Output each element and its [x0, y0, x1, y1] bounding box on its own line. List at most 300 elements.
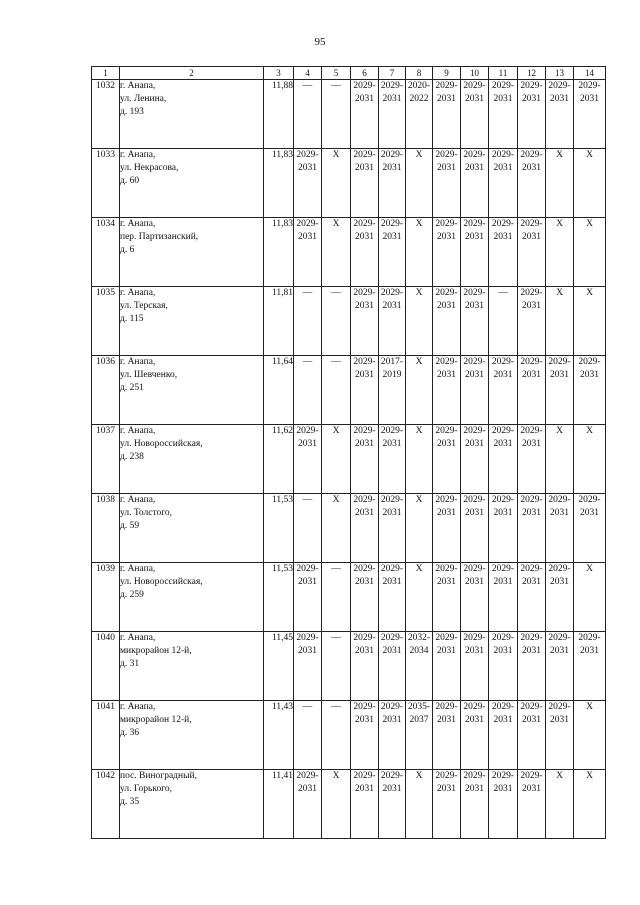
period-cell [546, 701, 574, 770]
period-text: 2029- [380, 633, 404, 643]
address-line: пер. Партизанский, [120, 232, 199, 242]
address-cell [120, 218, 264, 287]
period-text: Х [586, 702, 593, 712]
table-row [92, 494, 606, 563]
period-text: 2029- [491, 426, 515, 436]
period-text: 2031 [522, 577, 541, 587]
period-text: 2029- [353, 702, 376, 712]
period-cell [433, 218, 461, 287]
period-text: Х [586, 219, 593, 229]
period-cell [518, 770, 546, 839]
period-cell [433, 563, 461, 632]
address-line: ул. Некрасова, [120, 163, 179, 173]
address-line: г. Анапа, [120, 219, 156, 229]
period-text: 2029- [435, 81, 458, 91]
period-text: 2029- [380, 288, 404, 298]
period-cell [379, 149, 406, 218]
period-text: 2029- [353, 81, 376, 91]
header-cell: 7 [379, 67, 406, 80]
period-text: 2029- [578, 81, 601, 91]
table-row [92, 425, 606, 494]
period-text: 2029- [435, 357, 458, 367]
period-cell [294, 80, 322, 149]
period-text: 2029- [353, 495, 376, 505]
period-cell [294, 563, 322, 632]
period-text: 2029- [353, 357, 376, 367]
row-number-cell: 1037 [92, 425, 120, 494]
period-cell [518, 563, 546, 632]
period-cell [546, 149, 574, 218]
period-text: 2029- [296, 771, 319, 781]
period-text: 2031 [550, 370, 569, 380]
period-cell [379, 218, 406, 287]
period-text: 2029- [463, 219, 486, 229]
period-text: 2031 [382, 163, 402, 173]
period-text: 2029- [380, 81, 404, 91]
period-cell [433, 701, 461, 770]
header-cell: 4 [294, 67, 322, 80]
period-cell [461, 563, 489, 632]
period-text: 2031 [355, 232, 374, 242]
period-cell [433, 425, 461, 494]
address-line: ул. Новороссийская, [120, 577, 203, 587]
period-cell [574, 218, 606, 287]
row-number-cell: 1041 [92, 701, 120, 770]
address-cell [120, 80, 264, 149]
period-cell [294, 218, 322, 287]
period-cell [322, 80, 351, 149]
period-text: 2031 [522, 232, 541, 242]
row-number-cell: 1035 [92, 287, 120, 356]
period-cell [322, 356, 351, 425]
address-line: ул. Шевченко, [120, 370, 178, 380]
table-row [92, 770, 606, 839]
period-cell [406, 563, 433, 632]
period-text: 2029- [463, 288, 486, 298]
period-text: 2031 [550, 508, 569, 518]
period-text: 2029- [578, 357, 601, 367]
period-text: 2029- [520, 150, 543, 160]
period-text: 2034 [409, 646, 429, 656]
period-text: 2029- [380, 150, 404, 160]
period-cell [322, 149, 351, 218]
period-text: Х [586, 564, 593, 574]
period-cell [351, 218, 379, 287]
period-text: 2031 [493, 439, 513, 449]
address-line: ул. Горького, [120, 784, 172, 794]
period-text: 2029- [353, 633, 376, 643]
period-text: 2029- [353, 150, 376, 160]
period-text: 2031 [355, 163, 374, 173]
table-row [92, 80, 606, 149]
address-line: г. Анапа, [120, 495, 156, 505]
period-cell [461, 149, 489, 218]
row-number-cell: 1038 [92, 494, 120, 563]
table-row [92, 149, 606, 218]
period-text: 2029- [435, 219, 458, 229]
row-number-cell: 1040 [92, 632, 120, 701]
period-cell [546, 80, 574, 149]
period-text: 2031 [355, 94, 374, 104]
period-text: 2020- [407, 81, 431, 91]
period-text: 2029- [296, 633, 319, 643]
address-line: д. 193 [120, 107, 144, 117]
period-text: Х [556, 771, 563, 781]
period-text: Х [586, 426, 593, 436]
row-number-cell: 1036 [92, 356, 120, 425]
period-cell [322, 287, 351, 356]
period-text: Х [415, 150, 423, 160]
period-cell [518, 632, 546, 701]
period-cell [546, 356, 574, 425]
period-cell [546, 425, 574, 494]
period-text: — [331, 564, 341, 574]
period-text: 2031 [522, 94, 541, 104]
value-cell: 11,43 [264, 701, 294, 770]
address-line: ул. Терская, [120, 301, 168, 311]
address-line: д. 238 [120, 452, 144, 462]
address-cell [120, 149, 264, 218]
period-cell [518, 80, 546, 149]
address-line: г. Анапа, [120, 633, 156, 643]
period-text: 2031 [465, 715, 484, 725]
period-text: 2029- [435, 288, 458, 298]
period-cell [294, 494, 322, 563]
period-text: 2029- [380, 495, 404, 505]
period-text: Х [586, 150, 593, 160]
period-text: 2029- [548, 702, 571, 712]
period-text: 2031 [298, 577, 317, 587]
period-text: 2029- [520, 771, 543, 781]
period-cell [574, 287, 606, 356]
period-cell [574, 632, 606, 701]
period-text: 2031 [465, 784, 484, 794]
address-cell [120, 701, 264, 770]
period-cell [433, 149, 461, 218]
period-cell [406, 287, 433, 356]
period-text: 2031 [437, 232, 456, 242]
address-line: д. 115 [120, 314, 144, 324]
header-cell: 13 [546, 67, 574, 80]
period-text: 2031 [437, 508, 456, 518]
period-text: 2031 [382, 577, 402, 587]
period-cell [461, 494, 489, 563]
period-text: — [302, 357, 313, 367]
period-text: — [302, 288, 313, 298]
period-text: 2029- [463, 150, 486, 160]
period-cell [406, 770, 433, 839]
value-cell: 11,53 [264, 563, 294, 632]
address-line: г. Анапа, [120, 150, 156, 160]
period-text: Х [556, 288, 563, 298]
period-text: Х [415, 564, 423, 574]
period-text: Х [415, 426, 423, 436]
period-text: 2031 [465, 301, 484, 311]
header-cell: 12 [518, 67, 546, 80]
period-cell [406, 356, 433, 425]
period-cell [322, 701, 351, 770]
period-text: 2029- [380, 219, 404, 229]
period-text: 2031 [493, 370, 513, 380]
header-cell: 6 [351, 67, 379, 80]
address-line: д. 251 [120, 383, 144, 393]
period-cell [489, 356, 518, 425]
period-cell [322, 770, 351, 839]
header-cell: 3 [264, 67, 294, 80]
period-text: 2029- [463, 564, 486, 574]
period-cell [379, 632, 406, 701]
period-cell [461, 356, 489, 425]
period-cell [574, 149, 606, 218]
period-cell [546, 494, 574, 563]
period-text: 2029- [520, 633, 543, 643]
period-cell [489, 494, 518, 563]
period-cell [518, 425, 546, 494]
address-line: д. 31 [120, 659, 140, 669]
address-cell [120, 494, 264, 563]
period-text: 2029- [463, 495, 486, 505]
period-text: 2029- [491, 150, 515, 160]
period-cell [518, 701, 546, 770]
period-cell [546, 218, 574, 287]
period-cell [574, 563, 606, 632]
period-cell [546, 770, 574, 839]
address-line: г. Анапа, [120, 81, 156, 91]
value-cell: 11,88 [264, 80, 294, 149]
period-text: — [302, 702, 313, 712]
address-cell [120, 356, 264, 425]
period-cell [406, 494, 433, 563]
period-text: — [331, 702, 341, 712]
period-text: — [331, 357, 341, 367]
address-line: г. Анапа, [120, 564, 156, 574]
period-text: 2029- [520, 81, 543, 91]
period-text: 2029- [353, 288, 376, 298]
header-cell: 2 [120, 67, 264, 80]
period-cell [518, 287, 546, 356]
header-cell: 8 [406, 67, 433, 80]
period-text: 2031 [298, 439, 317, 449]
period-text: Х [586, 771, 593, 781]
period-cell [489, 287, 518, 356]
period-text: 2029- [491, 564, 515, 574]
address-line: д. 60 [120, 176, 140, 186]
row-number-cell: 1032 [92, 80, 120, 149]
period-text: 2029- [520, 564, 543, 574]
period-cell [294, 632, 322, 701]
period-text: 2031 [493, 784, 513, 794]
header-cell: 5 [322, 67, 351, 80]
address-line: д. 59 [120, 521, 140, 531]
period-cell [574, 494, 606, 563]
period-cell [518, 218, 546, 287]
header-cell: 1 [92, 67, 120, 80]
period-cell [379, 494, 406, 563]
period-text: 2031 [580, 370, 599, 380]
period-text: 2031 [355, 646, 374, 656]
period-text: 2031 [382, 715, 402, 725]
period-text: 2029- [491, 81, 515, 91]
period-text: 2029- [463, 633, 486, 643]
value-cell: 11,83 [264, 149, 294, 218]
period-text: 2031 [522, 784, 541, 794]
period-cell [351, 149, 379, 218]
period-text: 2031 [382, 508, 402, 518]
period-text: 2031 [465, 508, 484, 518]
period-cell [351, 563, 379, 632]
page-number: 95 [314, 36, 326, 48]
period-text: 2031 [493, 232, 513, 242]
period-text: 2031 [382, 94, 402, 104]
period-cell [379, 425, 406, 494]
value-cell: 11,45 [264, 632, 294, 701]
period-text: 2029- [548, 81, 571, 91]
period-cell [518, 494, 546, 563]
period-text: 2031 [382, 439, 402, 449]
address-cell [120, 425, 264, 494]
period-text: Х [332, 426, 340, 436]
period-text: 2031 [437, 715, 456, 725]
address-line: д. 6 [120, 245, 135, 255]
address-line: г. Анапа, [120, 426, 156, 436]
period-text: 2037 [409, 715, 429, 725]
period-cell [546, 563, 574, 632]
period-text: 2031 [522, 439, 541, 449]
period-text: 2029- [491, 495, 515, 505]
period-text: 2029- [491, 702, 515, 712]
period-text: — [331, 81, 341, 91]
period-cell [406, 218, 433, 287]
period-cell [489, 80, 518, 149]
period-text: 2031 [355, 370, 374, 380]
period-text: 2031 [550, 715, 569, 725]
period-text: 2031 [382, 784, 402, 794]
period-text: 2031 [493, 508, 513, 518]
period-cell [406, 701, 433, 770]
period-cell [294, 149, 322, 218]
period-cell [322, 563, 351, 632]
period-cell [406, 80, 433, 149]
period-text: 2031 [355, 439, 374, 449]
period-text: 2029- [463, 702, 486, 712]
period-text: 2029- [463, 81, 486, 91]
period-text: 2029- [463, 771, 486, 781]
period-text: 2029- [380, 426, 404, 436]
period-text: 2031 [465, 646, 484, 656]
value-cell: 11,81 [264, 287, 294, 356]
period-text: 2029- [548, 633, 571, 643]
period-cell [351, 425, 379, 494]
period-text: 2022 [409, 94, 429, 104]
period-cell [489, 563, 518, 632]
period-cell [379, 80, 406, 149]
period-cell [489, 218, 518, 287]
period-cell [574, 356, 606, 425]
address-line: д. 36 [120, 728, 140, 738]
period-cell [433, 770, 461, 839]
period-cell [351, 287, 379, 356]
period-text: 2029- [435, 495, 458, 505]
period-text: — [498, 288, 508, 298]
address-line: г. Анапа, [120, 702, 156, 712]
period-text: 2031 [355, 784, 374, 794]
period-text: 2031 [465, 439, 484, 449]
period-cell [461, 632, 489, 701]
period-cell [461, 770, 489, 839]
period-text: 2031 [522, 715, 541, 725]
period-text: Х [332, 150, 340, 160]
period-cell [574, 425, 606, 494]
address-line: пос. Виноградный, [120, 771, 197, 781]
period-cell [461, 701, 489, 770]
period-cell [518, 356, 546, 425]
period-cell [351, 632, 379, 701]
period-text: 2035- [407, 702, 431, 712]
period-text: 2031 [522, 508, 541, 518]
period-text: Х [415, 495, 423, 505]
period-text: 2031 [298, 646, 317, 656]
period-text: 2031 [298, 163, 317, 173]
period-text: 2031 [522, 163, 541, 173]
table-header-row [92, 67, 606, 80]
address-line: микрорайон 12-й, [120, 646, 192, 656]
period-text: 2031 [580, 508, 599, 518]
value-cell: 11,62 [264, 425, 294, 494]
housing-table [91, 66, 606, 839]
period-cell [294, 701, 322, 770]
period-cell [294, 287, 322, 356]
period-cell [433, 494, 461, 563]
period-text: 2031 [493, 163, 513, 173]
period-text: 2029- [491, 633, 515, 643]
period-text: 2029- [548, 357, 571, 367]
period-cell [461, 425, 489, 494]
period-text: 2031 [550, 94, 569, 104]
header-cell: 9 [433, 67, 461, 80]
period-text: 2031 [550, 646, 569, 656]
period-text: 2031 [465, 232, 484, 242]
period-text: 2029- [491, 771, 515, 781]
table-row [92, 701, 606, 770]
period-cell [322, 632, 351, 701]
period-text: 2029- [380, 564, 404, 574]
period-text: 2031 [465, 94, 484, 104]
address-line: г. Анапа, [120, 288, 156, 298]
period-text: Х [415, 771, 423, 781]
period-text: 2031 [493, 94, 513, 104]
value-cell: 11,64 [264, 356, 294, 425]
period-cell [294, 356, 322, 425]
period-text: 2031 [522, 301, 541, 311]
period-text: 2031 [437, 439, 456, 449]
period-text: Х [332, 771, 340, 781]
period-text: Х [556, 150, 563, 160]
period-text: 2029- [491, 219, 515, 229]
period-text: 2031 [550, 577, 569, 587]
period-cell [461, 218, 489, 287]
period-text: 2029- [296, 426, 319, 436]
period-cell [574, 80, 606, 149]
period-text: Х [556, 219, 563, 229]
period-text: 2029- [435, 771, 458, 781]
period-text: 2031 [437, 577, 456, 587]
address-cell [120, 770, 264, 839]
period-cell [294, 770, 322, 839]
address-line: г. Анапа, [120, 357, 156, 367]
period-text: 2031 [580, 94, 599, 104]
period-cell [406, 149, 433, 218]
period-cell [489, 632, 518, 701]
